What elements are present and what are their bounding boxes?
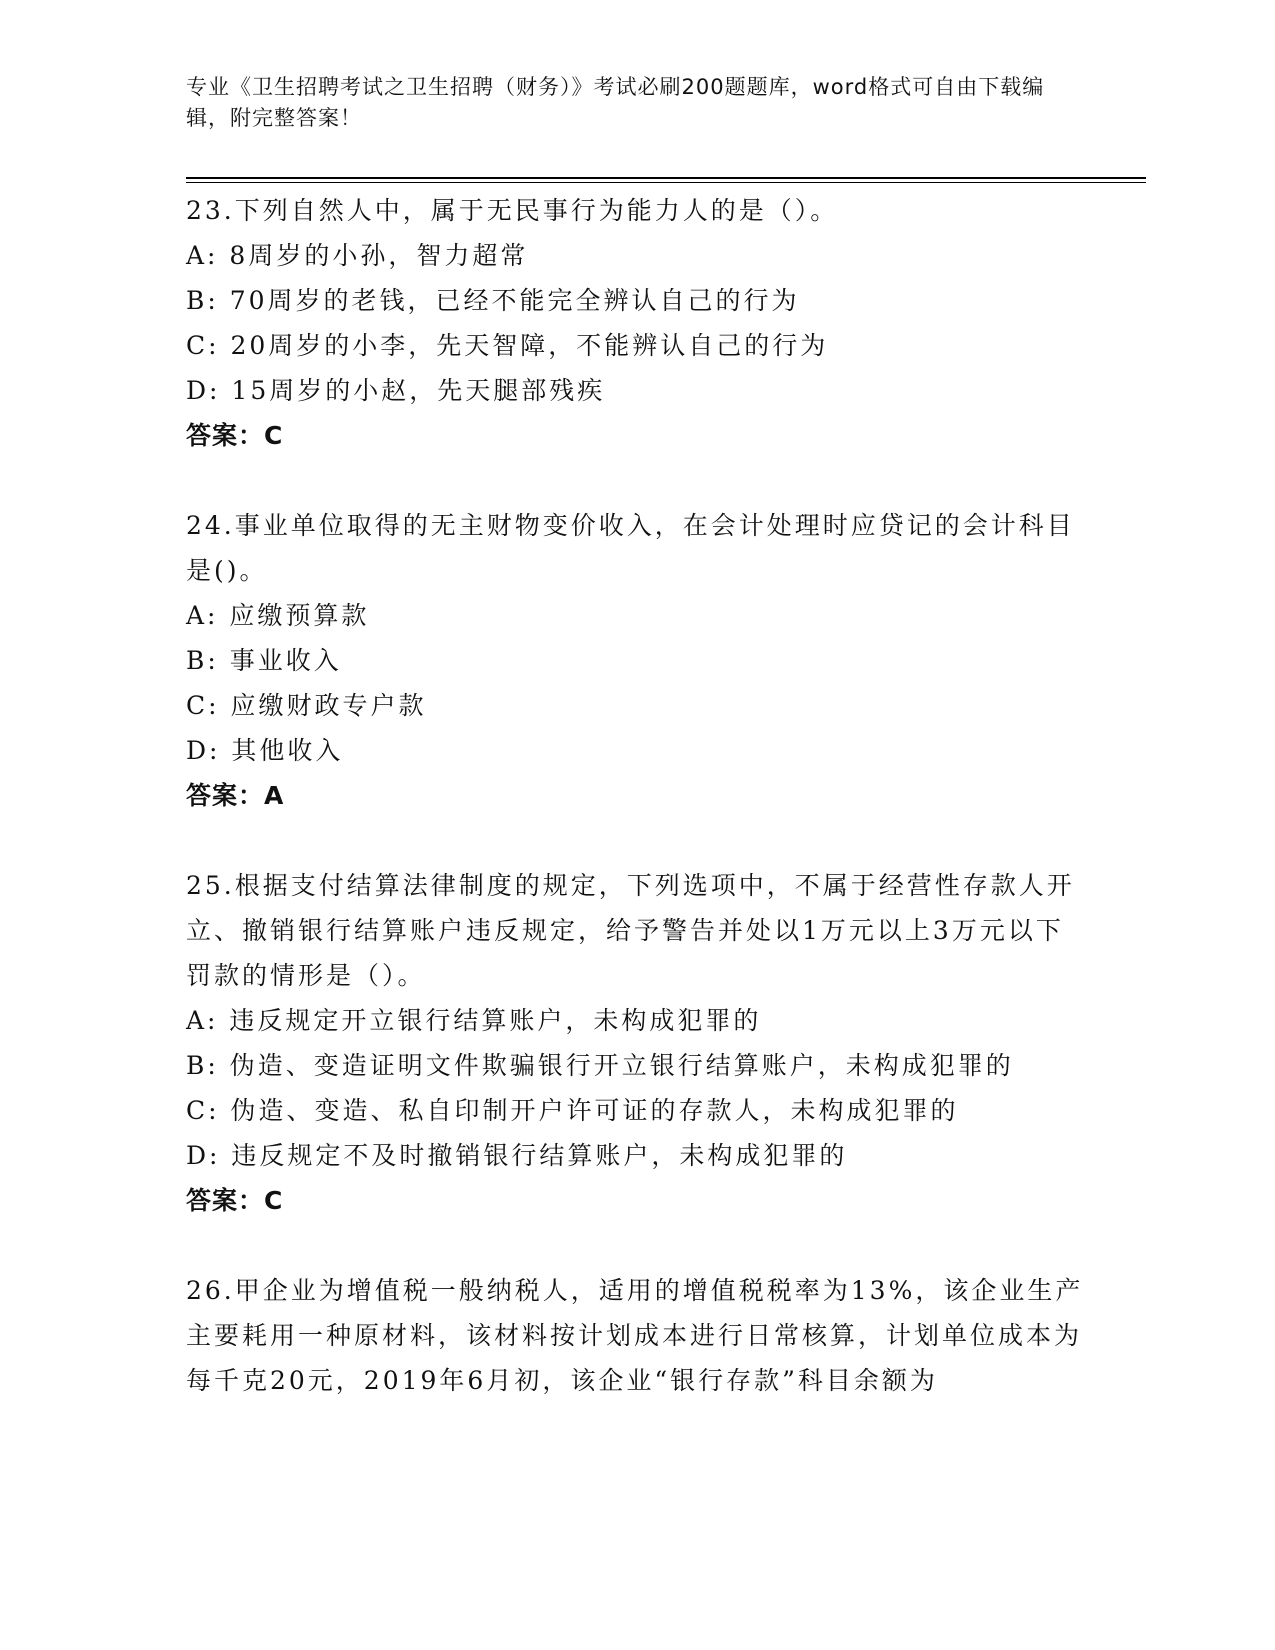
answer: 答案：C bbox=[186, 1186, 284, 1215]
header-title: 专业《卫生招聘考试之卫生招聘（财务）》考试必刷200题题库，word格式可自由下载编辑，附完整答案！ bbox=[186, 75, 1045, 130]
question-24 bbox=[186, 503, 1086, 818]
option-b: B: 70周岁的老钱，已经不能完全辨认自己的行为 bbox=[186, 286, 800, 315]
header-rule-thick bbox=[186, 177, 1146, 179]
answer: 答案：A bbox=[186, 781, 285, 810]
question-text: 23.下列自然人中，属于无民事行为能力人的是（）。 bbox=[186, 196, 839, 225]
option-d: D: 其他收入 bbox=[186, 736, 344, 765]
option-d: D: 违反规定不及时撤销银行结算账户，未构成犯罪的 bbox=[186, 1141, 848, 1170]
header-rule-thin bbox=[186, 182, 1146, 183]
question-26 bbox=[186, 1268, 1086, 1403]
question-23 bbox=[186, 188, 1086, 458]
option-c: C: 应缴财政专户款 bbox=[186, 691, 427, 720]
option-a: A: 违反规定开立银行结算账户，未构成犯罪的 bbox=[186, 1006, 762, 1035]
option-c: C: 伪造、变造、私自印制开户许可证的存款人，未构成犯罪的 bbox=[186, 1096, 959, 1125]
document-header bbox=[186, 72, 1066, 134]
option-b: B: 伪造、变造证明文件欺骗银行开立银行结算账户，未构成犯罪的 bbox=[186, 1051, 1014, 1080]
option-b: B: 事业收入 bbox=[186, 646, 342, 675]
option-a: A: 8周岁的小孙，智力超常 bbox=[186, 241, 529, 270]
question-text: 25.根据支付结算法律制度的规定，下列选项中，不属于经营性存款人开立、撤销银行结算账户违反规定，给予警告并处以1万元以上3万元以下罚款的情形是（）。 bbox=[186, 871, 1075, 990]
answer: 答案：C bbox=[186, 421, 284, 450]
question-text: 26.甲企业为增值税一般纳税人，适用的增值税税率为13%，该企业生产主要耗用一种原材料，该材料按计划成本进行日常核算，计划单位成本为每千克20元，2019年6月初，该企业“银行存款”科目余额为 bbox=[186, 1276, 1084, 1395]
question-text: 24.事业单位取得的无主财物变价收入，在会计处理时应贷记的会计科目是()。 bbox=[186, 511, 1075, 585]
option-a: A: 应缴预算款 bbox=[186, 601, 370, 630]
option-d: D: 15周岁的小赵，先天腿部残疾 bbox=[186, 376, 606, 405]
question-25 bbox=[186, 863, 1086, 1223]
option-c: C: 20周岁的小李，先天智障，不能辨认自己的行为 bbox=[186, 331, 829, 360]
question-list bbox=[186, 188, 1086, 1448]
